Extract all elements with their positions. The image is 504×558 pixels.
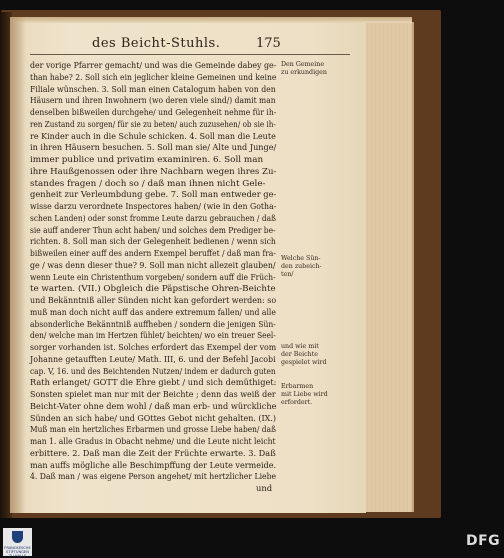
text-line: ren Zustand zu sorgen/ für sie zu beten/ auch zuzusehen/ ob sie ih- <box>30 118 276 129</box>
text-line: ihre Haußgenossen oder ihre Nachbarn wegen ihres Zu- <box>30 165 277 176</box>
marginal-note-line: und wie mit <box>281 343 319 350</box>
marginal-note-line: ten/ <box>281 271 294 278</box>
text-line: immer publice und privatim examiniren. 6. Soll man <box>30 154 264 164</box>
text-line: genheit zur Verleumbdung gebe. 7. Soll man entweder ge- <box>30 189 277 200</box>
page-edges <box>364 22 414 512</box>
marginal-note-line: Erbarmen <box>281 383 314 390</box>
franckesche-stiftungen-logo <box>3 528 32 556</box>
text-line: Häusern und ihren Inwohnern (wo deren viele sind/) damit man <box>30 95 276 106</box>
dfg-logo: DFG <box>466 533 501 549</box>
text-line: wenn Leute ein Christenthum vorgeben/ sondern auff die Früch- <box>30 271 276 282</box>
text-line: muß man doch nicht auff das andere extremum fallen/ und alle <box>30 306 276 317</box>
text-line: te warten. (VII.) Obgleich die Päpstische Ohren-Beichte <box>30 283 276 294</box>
header-rule <box>30 54 350 55</box>
text-line: in ihren Häusern besuchen. 5. Soll man sie/ Alte und Junge/ <box>30 142 277 153</box>
text-line: re Kinder auch in die Schule schicken. 4. Soll man die Leute <box>30 130 276 141</box>
text-line: der vorige Pfarrer gemacht/ und was die Gemeinde dabey ge- <box>30 60 277 70</box>
text-line: man 1. alle Gradus in Obacht nehme/ und die Leute nicht leicht <box>30 436 276 446</box>
marginal-note-line: Den Gemeine <box>281 61 325 68</box>
text-line: denselben bißweilen durchgehe/ und Gelegenheit nehme für ih- <box>30 107 277 117</box>
text-line: Muß man ein hertzliches Erbarmen und grosse Liebe haben/ daß <box>30 424 276 435</box>
text-line: cap. V, 16. und des Beichtenden Nutzen/ indem er dadurch guten <box>30 365 276 376</box>
text-line: 4. Daß man / was eigene Person angehet/ mit hertzlicher Liebe <box>30 471 277 482</box>
text-line: man auffs mögliche alle Beschimpffung der Leute vermeide. <box>30 459 277 470</box>
text-line: und Bekänntniß aller Sünden nicht kan gefordert werden: so <box>30 295 277 305</box>
text-line: den/ welche man im Hertzen fühlet/ beichten/ wo ein treuer Seel- <box>30 330 276 341</box>
text-line: standes fragen / doch so / daß man ihnen nicht Gele- <box>30 177 266 188</box>
text-line: wisse darzu verordnete Inspectores haben/ (wie in den Gotha- <box>30 201 277 211</box>
text-line: richten. 8. Soll man sich der Gelegenheit bedienen / wenn sich <box>30 236 276 247</box>
text-line: sie auff anderer Thun acht haben/ und solches dem Prediger be- <box>30 224 276 235</box>
text-line: bißweilen einer auff des andern Exempel beruffet / daß man fra- <box>30 248 276 258</box>
marginal-note-line: Welche Sün- <box>281 255 321 262</box>
marginal-note-line: gespielet wird <box>281 359 327 366</box>
marginal-note-line: erfordert. <box>281 399 313 406</box>
text-line: Filiale wünschen. 3. Soll man einen Catalogum haben von den <box>30 83 276 94</box>
marginal-note-line: zu erkundigen <box>281 69 327 76</box>
text-line: sorger vorhanden ist. Solches erfordert das Exempel der vom <box>30 342 277 352</box>
text-line: schen Landen) oder sonst fromme Leute darzu gebrauchen / daß <box>30 212 277 223</box>
marginal-note-line: den zubeich- <box>281 263 322 270</box>
text-line: absonderliche Bekänntniß auffheben / sondern die jenigen Sün- <box>30 318 276 329</box>
page-top-edge <box>10 17 412 23</box>
marginal-note-line: der Beichte <box>281 351 318 358</box>
marginal-note-line: mit Liebe wird <box>281 391 328 398</box>
text-line: Johanne getaufften Leute/ Math. III, 6. und der Befehl Jacobi <box>30 353 276 364</box>
text-line: und <box>256 483 273 493</box>
text-line: erbittere. 2. Daß man die Zeit der Früchte erwarte. 3. Daß <box>30 447 276 458</box>
text-line: Sonsten spielet man nur mit der Beichte ; denn das weiß der <box>30 389 276 399</box>
running-head: des Beicht-Stuhls. <box>92 36 221 51</box>
text-line: Sünden an sich habe/ und GOttes Gebot nicht gehalten. (IX.) <box>30 412 277 423</box>
page-number: 175 <box>256 36 281 51</box>
text-line: Beicht-Vater ohne dem wohl / daß man erb- und würckliche <box>30 400 277 411</box>
text-line: Rath erlanget/ GOTT die Ehre giebt / und sich demüthiget: <box>30 377 277 388</box>
text-line: than habe? 2. Soll sich ein jeglicher kleine Gemeinen und keine <box>30 71 277 82</box>
shield-icon <box>12 531 23 543</box>
page-gutter <box>10 17 26 513</box>
text-line: ge / was denn dieser thue? 9. Soll man nicht allezeit glauben/ <box>30 259 276 270</box>
logo-caption: FRANCKESCHE STIFTUNGEN ZU HALLE <box>4 546 31 558</box>
